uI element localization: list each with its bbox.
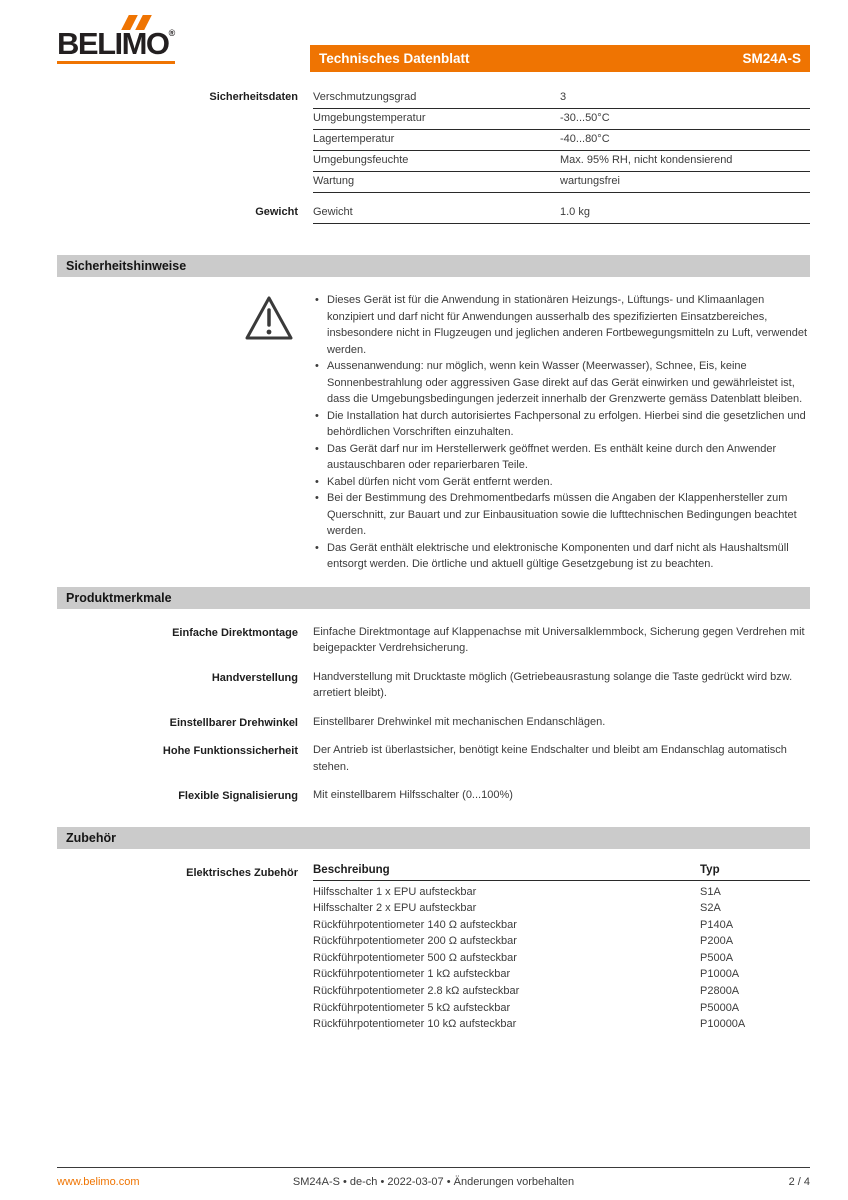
page-content — [57, 88, 810, 1033]
table-row: Rückführpotentiometer 5 kΩ aufsteckbar P5000A — [313, 1001, 740, 1014]
list-item: • Das Gerät enthält elektrische und elektronische Komponenten und darf nicht als Haushaltsmüll entsorgt werden. Die örtliche und aktuell gültige Gesetzgebung ist zu beachten. — [313, 540, 810, 573]
table-row: Rückführpotentiometer 500 Ω aufsteckbar P500A — [313, 951, 734, 964]
table-row: Rückführpotentiometer 200 Ω aufsteckbar P200A — [313, 935, 734, 948]
list-item: • Aussenanwendung: nur möglich, wenn kein Wasser (Meerwasser), Schnee, Eis, keine Sonnenbestrahlung oder aggressiven Gase direkt auf das Gerät einwirken und gewährleistet ist, dass die Umgebungsbedingungen jederzeit innerhalb der Grenzwerte gemäss Datenblatt bleiben. — [313, 358, 810, 408]
accessories-table — [313, 864, 810, 1033]
list-item: • Bei der Bestimmung des Drehmomentbedarfs müssen die Angaben der Klappenhersteller zum Querschnitt, zur Bauart und zur Einbausituation sowie die lufttechnischen Bedingungen beachtet werden. — [313, 490, 810, 540]
safety-notes-section — [57, 255, 810, 573]
product-features-section — [57, 587, 810, 804]
column-header-description: Beschreibung — [313, 863, 390, 876]
warning-triangle-icon — [243, 294, 295, 342]
registered-mark: ® — [168, 28, 174, 38]
feature-row: Einfache Direktmontage Einfache Direktmontage auf Klappenachse mit Universalklemmbock, Sicherung gegen Verdrehen mit beigepackter Verdrehsicherung. — [172, 625, 805, 654]
safety-data-label: Sicherheitsdaten — [209, 91, 298, 103]
belimo-logo — [57, 28, 179, 64]
column-header-type: Typ — [700, 863, 720, 876]
product-code: SM24A-S — [742, 51, 801, 66]
table-row: Hilfsschalter 2 x EPU aufsteckbar S2A — [313, 902, 721, 915]
table-row: Umgebungstemperatur -30...50°C — [313, 109, 810, 130]
page-footer — [57, 1167, 810, 1188]
section-header-accessories: Zubehör — [57, 827, 810, 849]
document-title: Technisches Datenblatt — [319, 51, 470, 66]
safety-data-table — [313, 88, 810, 193]
weight-table — [313, 203, 810, 224]
list-item: • Das Gerät darf nur im Herstellerwerk geöffnet werden. Es enthält keine durch den Anwender austauschbaren oder reparierbaren Teile. — [313, 441, 810, 474]
table-row: Umgebungsfeuchte Max. 95% RH, nicht kondensierend — [313, 151, 810, 172]
table-row: Rückführpotentiometer 2.8 kΩ aufsteckbar P2800A — [313, 985, 740, 998]
table-row: Verschmutzungsgrad 3 — [313, 88, 810, 109]
section-header-product-features: Produktmerkmale — [57, 587, 810, 609]
safety-bullet-list — [313, 292, 810, 573]
safety-data-section — [57, 88, 810, 193]
feature-row: Flexible Signalisierung Mit einstellbarem Hilfsschalter (0...100%) — [178, 789, 513, 802]
footer-document-info: SM24A-S • de-ch • 2022-03-07 • Änderungen vorbehalten — [292, 1176, 575, 1188]
list-item: • Die Installation hat durch autorisiertes Fachpersonal zu erfolgen. Hierbei sind die gesetzlichen und behördlichen Vorschriften einzuhalten. — [313, 408, 810, 441]
accessories-section — [57, 827, 810, 1033]
table-row: Rückführpotentiometer 140 Ω aufsteckbar P140A — [313, 918, 734, 931]
table-row: Hilfsschalter 1 x EPU aufsteckbar S1A — [313, 885, 721, 898]
table-header-row — [313, 864, 810, 881]
list-item: • Dieses Gerät ist für die Anwendung in stationären Heizungs-, Lüftungs- und Klimaanlagen konzipiert und darf nicht für Anwendungen ausserhalb des spezifizierten Einsatzbereiches, insbesondere nicht in Flugzeugen und jeglichen anderen Fortbewegungsmitteln zu Luft, verwendet werden. — [313, 292, 810, 358]
section-header-safety-notes: Sicherheitshinweise — [57, 255, 810, 277]
page-number: 2 / 4 — [788, 1176, 810, 1188]
table-row: Rückführpotentiometer 10 kΩ aufsteckbar P10000A — [313, 1018, 746, 1031]
website-link[interactable]: www.belimo.com — [57, 1176, 140, 1188]
weight-label: Gewicht — [255, 206, 298, 218]
logo-underline — [57, 61, 175, 64]
weight-section — [57, 203, 810, 224]
feature-row: Einstellbarer Drehwinkel Einstellbarer Drehwinkel mit mechanischen Endanschlägen. — [169, 715, 606, 729]
list-item: • Kabel dürfen nicht vom Gerät entfernt werden. — [313, 474, 810, 491]
logo-wordmark: BELIMO® — [57, 26, 174, 61]
table-row: Wartung wartungsfrei — [313, 172, 810, 193]
table-row: Gewicht 1.0 kg — [313, 203, 810, 224]
accessories-label: Elektrisches Zubehör — [186, 866, 298, 879]
table-row: Lagertemperatur -40...80°C — [313, 130, 810, 151]
feature-row: Handverstellung Handverstellung mit Drucktaste möglich (Getriebeausrastung solange die Taste gedrückt wird bzw. arretiert bleibt). — [211, 670, 793, 699]
table-row: Rückführpotentiometer 1 kΩ aufsteckbar P1000A — [313, 968, 740, 981]
title-banner — [310, 45, 810, 72]
feature-row: Hohe Funktionssicherheit Der Antrieb ist überlastsicher, benötigt keine Endschalter und bleibt am Endanschlag automatisch stehen. — [162, 744, 787, 773]
